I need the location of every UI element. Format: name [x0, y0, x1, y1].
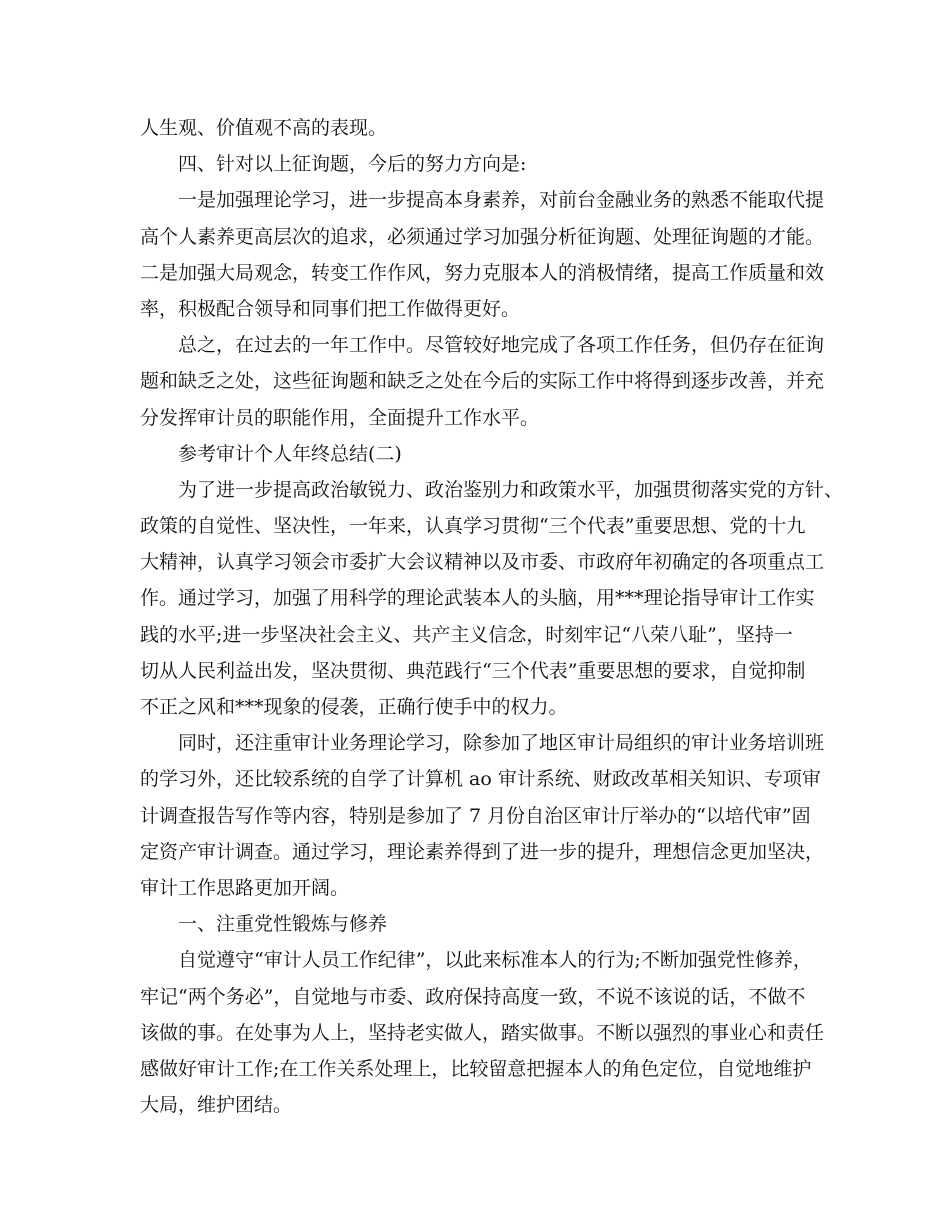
text-line: 同时，还注重审计业务理论学习，除参加了地区审计局组织的审计业务培训班	[178, 732, 825, 755]
text-line: 的学习外，还比较系统的自学了计算机 ao 审计系统、财政改革相关知识、专项审	[140, 768, 821, 791]
text-line: 切从人民利益出发，坚决贯彻、典范践行“三个代表”重要思想的要求，自觉抑制	[140, 659, 806, 682]
text-line: 四、针对以上征询题，今后的努力方向是:	[178, 153, 527, 176]
text-line: 自觉遵守“审计人员工作纪律”，以此来标准本人的行为;不断加强党性修养，	[178, 949, 812, 972]
text-line: 定资产审计调查。通过学习，理论素养得到了进一步的提升，理想信念更加坚决，	[140, 840, 825, 863]
text-line: 感做好审计工作;在工作关系处理上，比较留意把握本人的角色定位，自觉地维护	[140, 1057, 812, 1080]
text-line: 总之，在过去的一年工作中。尽管较好地完成了各项工作任务，但仍存在征询	[178, 334, 825, 357]
text-line: 政策的自觉性、坚决性，一年来，认真学习贯彻“三个代表”重要思想、党的十九	[140, 515, 806, 538]
text-line: 二是加强大局观念，转变工作作风，努力克服本人的消极情绪，提高工作质量和效	[140, 261, 825, 284]
text-line: 计调查报告写作等内容，特别是参加了 7 月份自治区审计厅举办的“以培代审”固	[140, 804, 811, 827]
text-line: 题和缺乏之处，这些征询题和缺乏之处在今后的实际工作中将得到逐步改善，并充	[140, 370, 825, 393]
text-line: 高个人素养更高层次的追求，必须通过学习加强分析征询题、处理征询题的才能。	[140, 225, 825, 248]
text-line: 一、注重党性锻炼与修养	[178, 913, 388, 936]
text-line: 不正之风和***现象的侵袭，正确行使手中的权力。	[140, 696, 568, 718]
text-line: 分发挥审计员的职能作用，全面提升工作水平。	[140, 406, 540, 429]
text-line: 该做的事。在处事为人上，坚持老实做人，踏实做事。不断以强烈的事业心和责任	[140, 1021, 825, 1044]
text-line: 大精神，认真学习领会市委扩大会议精神以及市委、市政府年初确定的各项重点工	[140, 551, 825, 574]
text-line: 人生观、价值观不高的表现。	[140, 117, 388, 139]
text-line: 作。通过学习，加强了用科学的理论武装本人的头脑，用***理论指导审计工作实	[140, 587, 815, 610]
text-line: 参考审计个人年终总结(二)	[178, 442, 402, 465]
text-line: 大局，维护团结。	[140, 1094, 293, 1117]
text-line: 审计工作思路更加开阔。	[140, 876, 350, 899]
text-line: 为了进一步提高政治敏锐力、政治鉴别力和政策水平，加强贯彻落实党的方针、	[178, 478, 844, 501]
text-line: 一是加强理论学习，进一步提高本身素养，对前台金融业务的熟悉不能取代提	[178, 189, 825, 212]
text-line: 牢记“两个务必”，自觉地与市委、政府保持高度一致，不说不该说的话，不做不	[140, 985, 806, 1008]
document-body	[140, 110, 844, 1123]
text-line: 践的水平;进一步坚决社会主义、共产主义信念，时刻牢记“八荣八耻”，坚持一	[140, 623, 793, 646]
text-line: 率，积极配合领导和同事们把工作做得更好。	[140, 297, 521, 320]
